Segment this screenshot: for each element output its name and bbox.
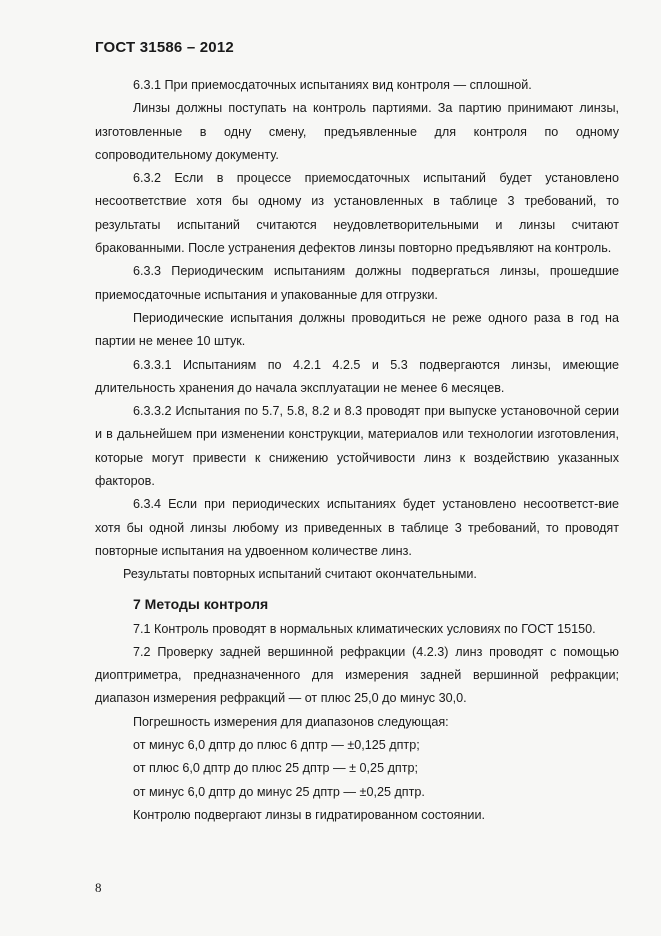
page-number: 8	[95, 880, 102, 895]
section-title: 7 Методы контроля	[133, 595, 269, 612]
paragraph-final-results: Результаты повторных испытаний считают окончательными.	[123, 567, 477, 582]
ranges-list	[95, 734, 619, 804]
paragraph-periodic: Периодические испытания должны проводиться не реже одного раза в год на партии не менее 10 штук.	[95, 310, 619, 349]
list-item: от минус 6,0 дптр до минус 25 дптр — ±0,25 дптр.	[133, 784, 425, 799]
paragraph-6-3-3-1: 6.3.3.1 Испытаниям по 4.2.1 4.2.5 и 5.3 подвергаются линзы, имеющие длительность хранения до начала эксплуатации не менее 6 месяцев.	[95, 357, 619, 395]
list-item: от минус 6,0 дптр до плюс 6 дптр — ±0,125 дптр;	[133, 738, 420, 753]
paragraph-6-3-1: 6.3.1 При приемосдаточных испытаниях вид контроля — сплошной.	[133, 78, 532, 92]
document-header: ГОСТ 31586 – 2012	[95, 39, 234, 56]
paragraph-batches: Линзы должны поступать на контроль партиями. За партию принимают линзы, изготовленные в одну смену, предъявленные для контроля по одному сопроводительному документу.	[95, 101, 619, 162]
paragraph-6-3-4: 6.3.4 Если при периодических испытаниях будет установлено несоответст-вие хотя бы одной линзы любому из приведенных в таблице 3 требований, то проводят повторные испытания на удвоенном количестве линз.	[95, 497, 619, 558]
document-body	[95, 74, 619, 827]
paragraph-6-3-2: 6.3.2 Если в процессе приемосдаточных испытаний будет установлено несоответствие хотя бы одному из установленных в таблице 3 требований, то результаты испытаний считаются неудовлетворительными и линзы считают бракованными. После устранения дефектов линзы повторно предъявляют на контроль.	[95, 171, 619, 256]
paragraph-error-intro: Погрешность измерения для диапазонов следующая:	[133, 714, 449, 729]
paragraph-6-3-3: 6.3.3 Периодическим испытаниям должны подвергаться линзы, прошедшие приемосдаточные испытания и упакованные для отгрузки.	[95, 264, 619, 302]
paragraph-closing: Контролю подвергают линзы в гидратированном состоянии.	[133, 807, 486, 822]
list-item: от плюс 6,0 дптр до плюс 25 дптр — ± 0,25 дптр;	[133, 761, 419, 776]
paragraph-7-1: 7.1 Контроль проводят в нормальных климатических условиях по ГОСТ 15150.	[133, 621, 596, 636]
paragraph-7-2: 7.2 Проверку задней вершинной рефракции (4.2.3) линз проводят с помощью диоптриметра, предназначенного для измерения задней вершинной рефракции; диапазон измерения рефракций — от плюс 25,0 до минус 30,0.	[95, 644, 619, 706]
paragraph-6-3-3-2: 6.3.3.2 Испытания по 5.7, 5.8, 8.2 и 8.3 проводят при выпуске установочной серии и в дальнейшем при изменении конструкции, материалов или технологии изготовления, которые могут привести к снижению устойчивости линз к воздействию указанных факторов.	[95, 404, 619, 489]
